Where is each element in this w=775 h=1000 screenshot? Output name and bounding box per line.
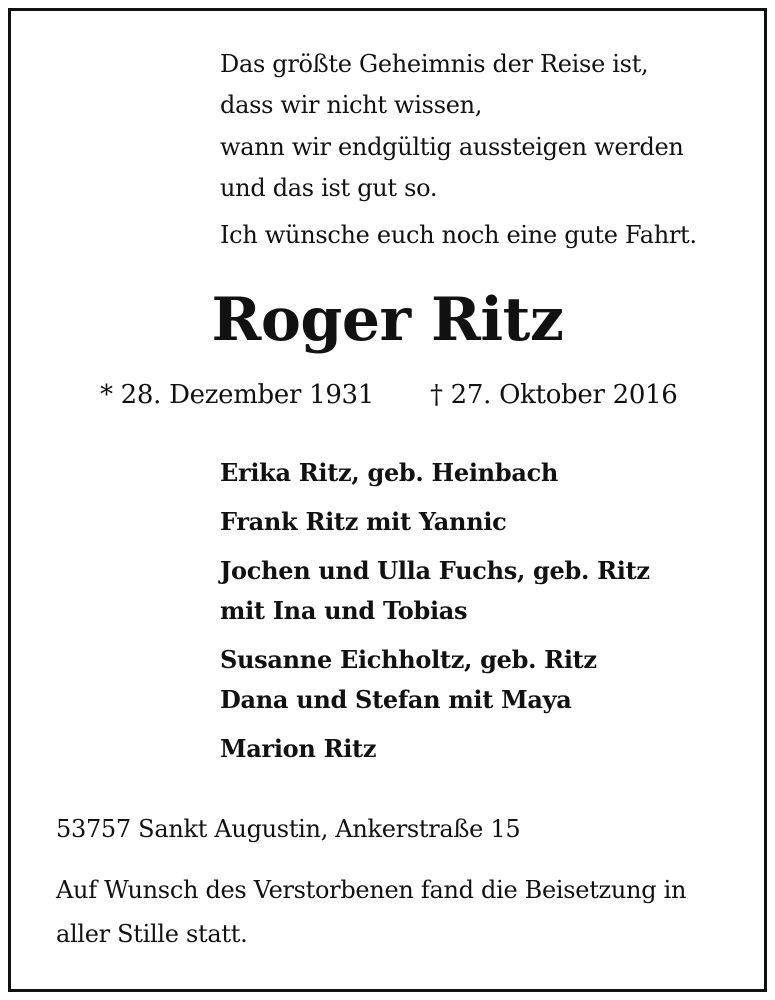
poem-line: und das ist gut so. xyxy=(220,173,438,202)
family-line: Marion Ritz xyxy=(220,734,377,763)
family-line: Susanne Eichholtz, geb. Ritz xyxy=(220,645,597,674)
family-line: mit Ina und Tobias xyxy=(220,596,468,625)
poem-line: Das größte Geheimnis der Reise ist, xyxy=(220,50,649,78)
address: 53757 Sankt Augustin, Ankerstraße 15 xyxy=(56,815,521,843)
notice-line: aller Stille statt. xyxy=(56,920,248,948)
family-entry xyxy=(220,453,740,493)
poem-line: dass wir nicht wissen, xyxy=(220,91,483,120)
family-line: Erika Ritz, geb. Heinbach xyxy=(220,458,559,487)
family-list xyxy=(220,453,740,778)
poem xyxy=(220,44,740,256)
birth-date: * 28. Dezember 1931 xyxy=(100,380,375,410)
family-entry xyxy=(220,502,740,542)
death-date: † 27. Oktober 2016 xyxy=(430,380,678,410)
poem-line: Ich wünsche euch noch eine gute Fahrt. xyxy=(220,221,697,250)
family-entry xyxy=(220,640,740,720)
burial-notice xyxy=(56,868,686,956)
family-line: Frank Ritz mit Yannic xyxy=(220,507,507,536)
deceased-name: Roger Ritz xyxy=(211,285,564,355)
family-entry xyxy=(220,551,740,631)
notice-line: Auf Wunsch des Verstorbenen fand die Beisetzung in xyxy=(56,876,687,904)
family-entry xyxy=(220,729,740,769)
family-line: Dana und Stefan mit Maya xyxy=(220,685,572,714)
family-line: Jochen und Ulla Fuchs, geb. Ritz xyxy=(220,556,650,585)
poem-line: wann wir endgültig aussteigen werden xyxy=(220,132,684,161)
